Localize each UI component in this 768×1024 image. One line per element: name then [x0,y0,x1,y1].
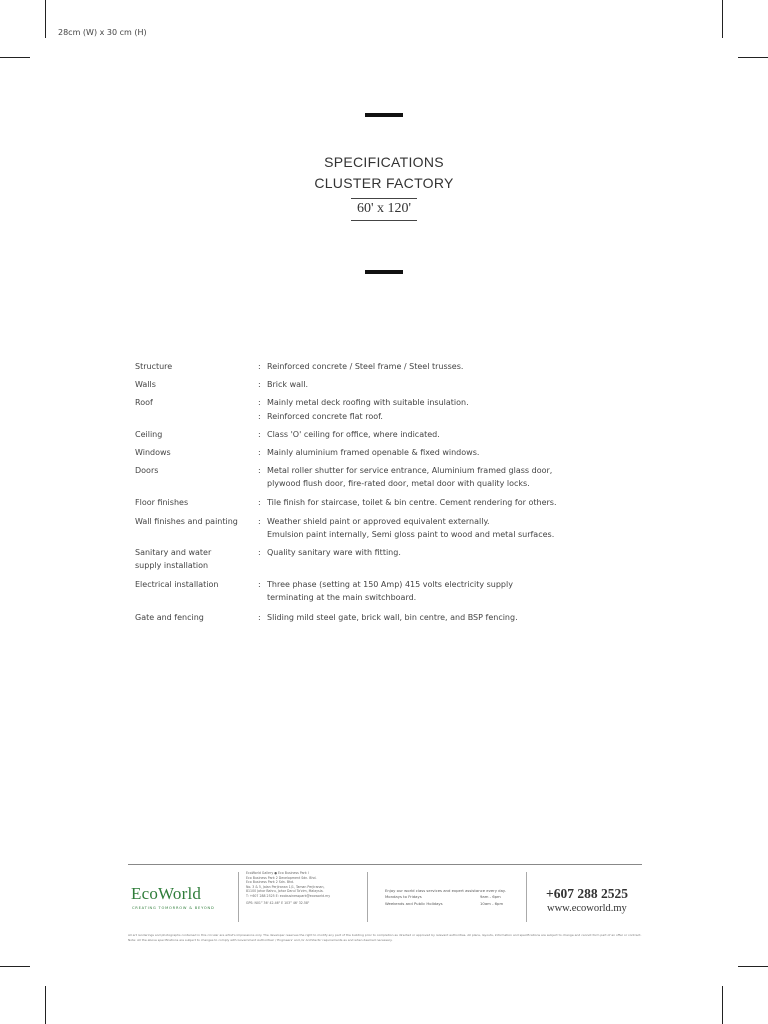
spec-value [267,515,557,541]
spec-colon: : [258,466,261,475]
crop-mark [45,0,46,38]
heading-line-2: CLUSTER FACTORY [314,175,454,191]
spec-label: Windows [135,448,171,457]
spec-value [267,496,557,509]
spec-label: Roof [135,398,153,407]
spec-label: Structure [135,362,173,371]
spec-label: Wall finishes and painting [135,517,238,526]
page-size-label: 28cm (W) x 30 cm (H) [58,28,147,37]
ecoworld-logo: EcoWorld [131,884,202,903]
crop-mark [0,57,30,58]
disclaimer-text: All art renderings and photographs contained in this circular are artist's impressions only. The developer reserves the right to modify any part of the building prior to completion as directed or approved by relevant authorities. All plans, layouts, information and specifications are subject to change and cannot form part of an offer or contract. Note: All the above specifications are subject to changes to comply with Government Authorities' / Engineers' and /or Architects' requirements as and when deemed necessary. [128,933,642,942]
spec-value-line: Quality sanitary ware with fitting. [267,548,401,557]
hours-intro: Enjoy our world class services and expert assistance every day. [385,888,506,893]
spec-colon: : [258,362,261,371]
spec-colon: : [258,430,261,439]
spec-heading [0,152,768,221]
spec-colon: : [258,517,261,526]
spec-value-line: plywood flush door, fire-rated door, metal door with quality locks. [267,479,530,488]
spec-colon: : [258,412,261,421]
dimension-box: 60' x 120' [351,198,417,221]
spec-label: Doors [135,466,159,475]
spec-colon: : [258,580,261,589]
spec-value-line: Brick wall. [267,380,309,389]
spec-value-line: Metal roller shutter for service entrance, Aluminium framed glass door, [267,466,553,475]
spec-label: Sanitary and water supply installation [135,548,212,570]
crop-mark [738,966,768,967]
spec-value-line: Reinforced concrete flat roof. [267,412,383,421]
gallery-line: No. 3 & 5, Jalan Perjiranan 1/1, Taman Perjiranan, [246,884,325,889]
spec-value [267,428,557,441]
hours-days: Weekends and Public Holidays [385,900,443,906]
spec-value [267,546,557,559]
crop-mark [722,986,723,1024]
opening-hours [385,888,510,907]
crop-mark [45,986,46,1024]
spec-colon: : [258,448,261,457]
gallery-line: 81100 Johor Bahru, Johor Darul Ta'zim, Malaysia. [246,889,324,894]
spec-value [267,446,557,459]
spec-label: Floor finishes [135,498,189,507]
spec-colon: : [258,380,261,389]
crop-mark [722,0,723,38]
phone-number[interactable]: +607 288 2525 [546,886,628,901]
spec-label: Walls [135,380,156,389]
spec-value [267,378,557,391]
spec-value-line: Mainly metal deck roofing with suitable insulation. [267,398,469,407]
crop-mark [738,57,768,58]
gallery-line: EcoWorld Gallery ● Eco Business Park I [246,871,309,875]
spec-value-line: Emulsion paint internally, Semi gloss paint to wood and metal surfaces. [267,530,555,539]
gallery-line: Eco Business Park 2 Sdn. Bhd. [246,880,295,885]
spec-label: Gate and fencing [135,613,204,622]
gallery-line: T: +607 288 2525 E: ecobusinesspark@ecoworld.my [246,893,331,898]
gallery-line: GPS: N01° 36' 42.46" E 103° 46' 32.58" [246,900,310,905]
footer-separator [238,872,239,922]
spec-colon: : [258,498,261,507]
spec-value-line: Tile finish for staircase, toilet & bin centre. Cement rendering for others. [267,498,557,507]
spec-value-line: Class 'O' ceiling for office, where indicated. [267,430,440,439]
spec-value-line: Mainly aluminium framed openable & fixed windows. [267,448,480,457]
footer-separator [367,872,368,922]
spec-value [267,611,557,624]
footer-separator [526,872,527,922]
spec-colon: : [258,548,261,557]
footer-divider [128,864,642,865]
spec-colon: : [258,613,261,622]
spec-value [267,578,557,604]
spec-colon: : [258,398,261,407]
crop-mark [0,966,30,967]
hours-time: 10am - 6pm [480,900,504,906]
spec-value [267,410,557,423]
spec-label: Ceiling [135,430,163,439]
gallery-line: Eco Business Park 2 Development Sdn. Bhd. [246,875,317,880]
hours-time: 9am - 6pm [480,894,501,900]
heading-line-1: SPECIFICATIONS [324,154,444,170]
spec-value-line: Weather shield paint or approved equivalent externally. [267,517,490,526]
gallery-address [246,871,358,905]
hours-days: Mondays to Fridays [385,894,422,900]
spec-label: Electrical installation [135,580,219,589]
spec-value [267,464,557,490]
spec-value-line: Reinforced concrete / Steel frame / Steel trusses. [267,362,464,371]
bottom-divider-bar [365,270,403,274]
spec-value-line: Three phase (setting at 150 Amp) 415 volts electricity supply [267,580,513,589]
brand-tagline: CREATING TOMORROW & BEYOND [132,906,215,910]
spec-value [267,360,557,373]
spec-value-line: terminating at the main switchboard. [267,593,417,602]
website-link[interactable]: www.ecoworld.my [547,903,627,914]
top-divider-bar [365,113,403,117]
spec-value [267,396,557,409]
hours-row [385,901,510,907]
spec-value-line: Sliding mild steel gate, brick wall, bin centre, and BSP fencing. [267,613,518,622]
